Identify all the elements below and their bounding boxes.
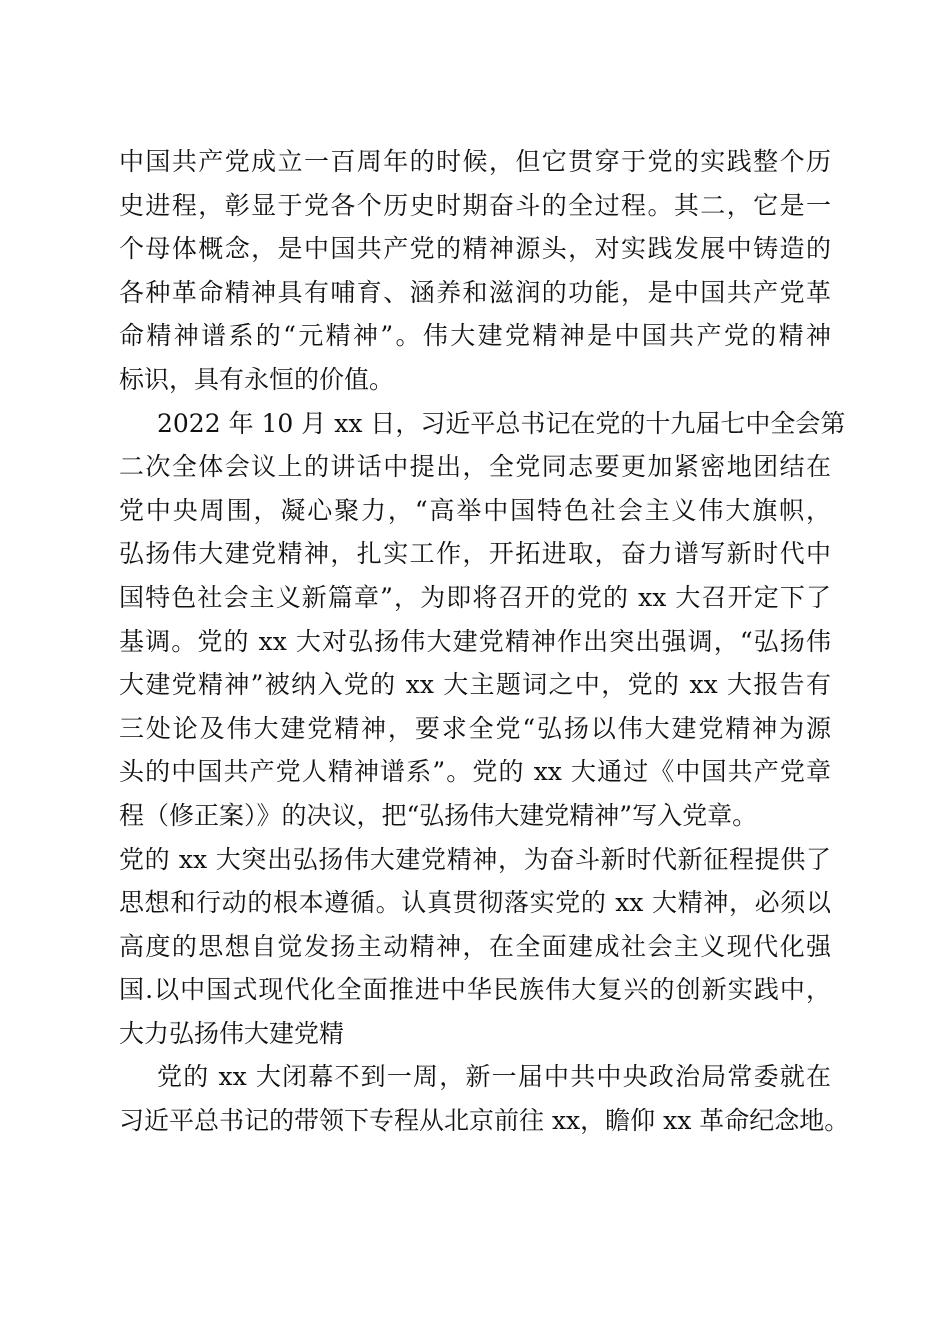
text-line: 中国共产党成立一百周年的时候，但它贯穿于党的实践整个历 [119, 147, 831, 176]
text-line: 各种革命精神具有哺育、涵养和滋润的功能，是中国共产党革 [119, 277, 831, 307]
text-line: 2022 年 10 月 xx 日，习近平总书记在党的十九届七中全会第 [157, 408, 846, 438]
text-line: 头的中国共产党人精神谱系”。党的 xx 大通过《中国共产党章 [119, 757, 831, 787]
text-line: 大建党精神”被纳入党的 xx 大主题词之中，党的 xx 大报告有 [119, 670, 831, 700]
paragraph-3 [119, 1055, 850, 1142]
text-line: 个母体概念，是中国共产党的精神源头，对实践发展中铸造的 [119, 234, 831, 264]
text-line: 党的 xx 大突出弘扬伟大建党精神，为奋斗新时代新征程提供了 [119, 844, 831, 874]
text-line: 党中央周围，凝心聚力，“高举中国特色社会主义伟大旗帜， [119, 495, 831, 525]
text-line: 史进程，彰显于党各个历史时期奋斗的全过程。其二，它是一 [119, 190, 831, 220]
text-line: 基调。党的 xx 大对弘扬伟大建党精神作出突出强调，“弘扬伟 [119, 626, 831, 656]
text-line: 二次全体会议上的讲话中提出，全党同志要更加紧密地团结在 [119, 452, 831, 482]
text-line: 国特色社会主义新篇章”，为即将召开的党的 xx 大召开定下了 [119, 582, 831, 612]
text-line: 大力弘扬伟大建党精 [119, 1018, 345, 1048]
paragraph-2 [119, 402, 846, 1056]
text-line: 党的 xx 大闭幕不到一周，新一届中共中央政治局常委就在 [157, 1062, 831, 1092]
document-body [119, 140, 850, 1143]
text-line: 高度的思想自觉发扬主动精神，在全面建成社会主义现代化强 [119, 931, 831, 961]
paragraph-1 [119, 140, 831, 402]
text-line: 标识，具有永恒的价值。 [119, 364, 395, 394]
text-line: 思想和行动的根本遵循。认真贯彻落实党的 xx 大精神，必须以 [119, 888, 831, 918]
text-line: 习近平总书记的带领下专程从北京前往 xx，瞻仰 xx 革命纪念地。 [119, 1106, 850, 1136]
text-line: 命精神谱系的“元精神”。伟大建党精神是中国共产党的精神 [119, 321, 831, 351]
text-line: 国.以中国式现代化全面推进中华民族伟大复兴的创新实践中， [119, 975, 831, 1005]
text-line: 三处论及伟大建党精神，要求全党“弘扬以伟大建党精神为源 [119, 713, 831, 743]
text-line: 程（修正案）》的决议，把“弘扬伟大建党精神”写入党章。 [119, 800, 758, 830]
text-line: 弘扬伟大建党精神，扎实工作，开拓进取，奋力谱写新时代中 [119, 539, 831, 569]
